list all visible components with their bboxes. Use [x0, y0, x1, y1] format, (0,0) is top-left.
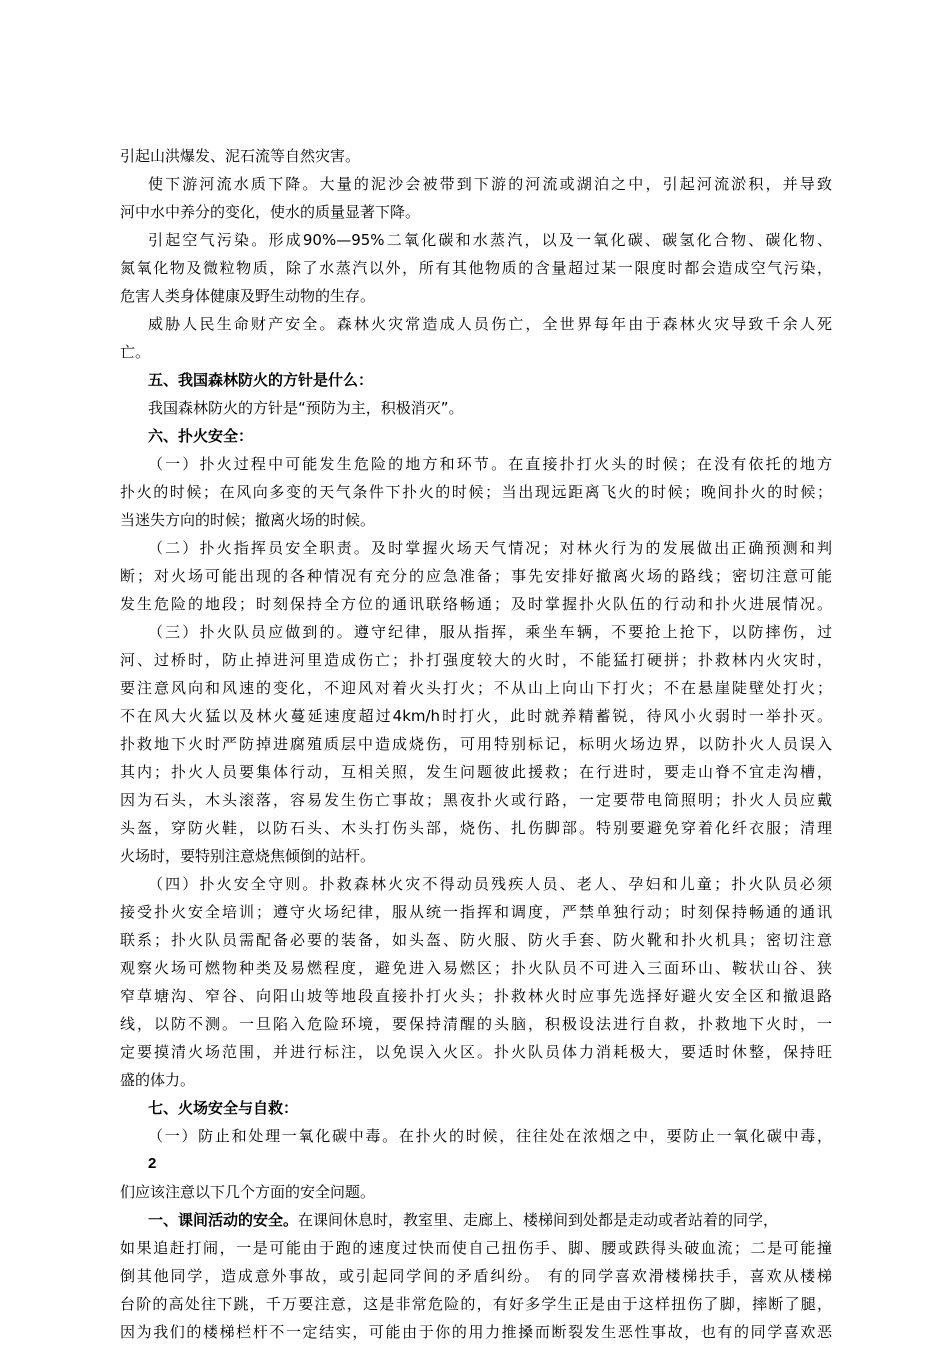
page-number: 2 — [148, 1155, 157, 1172]
text-line: 氮氧化物及微粒物质，除了水蒸汽以外，所有其他物质的含量超过某一限度时都会造成空气污染， — [120, 259, 832, 277]
text-line: 如果追赶打闹，一是可能由于跑的速度过快而使自己扭伤手、脚、腰或跌得头破血流；二是可能撞 — [120, 1239, 832, 1257]
text-line: 引起空气污染。形成90%—95%二氧化碳和水蒸汽，以及一氧化碳、碳氢化合物、碳化物、 — [148, 231, 832, 249]
text-line: 当迷失方向的时候；撤离火场的时候。 — [120, 511, 376, 529]
text-line: 因为石头，木头滚落，容易发生伤亡事故；黑夜扑火或行路，一定要带电筒照明；扑火人员应戴 — [120, 791, 832, 809]
text-line: 河中水中养分的变化，使水的质量显著下降。 — [120, 203, 421, 221]
text-line: 扑火的时候；在风向多变的天气条件下扑火的时候；当出现远距离飞火的时候；晚间扑火的时候； — [120, 483, 832, 501]
text-line: 盛的体力。 — [120, 1071, 196, 1089]
text-line: 接受扑火安全培训；遵守火场纪律，服从统一指挥和调度，严禁单独行动；时刻保持畅通的通讯 — [120, 903, 832, 921]
section-heading: 七、火场安全与自救： — [148, 1099, 299, 1117]
text-line: 火场时，要特别注意烧焦倾倒的站杆。 — [120, 847, 376, 865]
text-line: 要注意风向和风速的变化，不迎风对着火头打火；不从山上向山下打火；不在悬崖陡壁处打火； — [120, 679, 832, 697]
text-line: 发生危险的地段；时刻保持全方位的通讯联络畅通；及时掌握扑火队伍的行动和扑火进展情况。 — [120, 595, 832, 613]
text-line: 窄草塘沟、窄谷、向阳山坡等地段直接扑打火头；扑救林火时应事先选择好避火安全区和撤退路 — [120, 987, 832, 1005]
text-line: 我国森林防火的方针是“预防为主，积极消灭”。 — [148, 399, 464, 417]
text-span: 在课间休息时，教室里、走廊上、楼梯间到处都是走动或者站着的同学， — [298, 1211, 779, 1229]
text-line: 威胁人民生命财产安全。森林火灾常造成人员伤亡，全世界每年由于森林火灾导致千余人死 — [148, 315, 832, 333]
text-line: 观察火场可燃物种类及易燃程度，避免进入易燃区；扑火队员不可进入三面环山、鞍状山谷、狭 — [120, 959, 832, 977]
section-heading: 六、扑火安全： — [148, 427, 254, 445]
text-line: 扑救地下火时严防掉进腐殖质层中造成烧伤，可用特别标记，标明火场边界，以防扑火人员误入 — [120, 735, 832, 753]
text-line: 联系；扑火队员需配备必要的装备，如头盔、防火服、防火手套、防火靴和扑火机具；密切注意 — [120, 931, 832, 949]
text-line: （一）防止和处理一氧化碳中毒。在扑火的时候，往往处在浓烟之中，要防止一氧化碳中毒， — [148, 1127, 832, 1145]
text-line: 定要摸清火场范围，并进行标注，以免误入火区。扑火队员体力消耗极大，要适时休整，保持旺 — [120, 1043, 832, 1061]
text-line: 头盔，穿防火鞋，以防石头、木头打伤头部，烧伤、扎伤脚部。特别要避免穿着化纤衣服；清理 — [120, 819, 832, 837]
text-line: 台阶的高处往下跳，千万要注意，这是非常危险的，有好多学生正是由于这样扭伤了脚，摔断了腿， — [120, 1295, 832, 1313]
text-line: （四）扑火安全守则。扑救森林火灾不得动员残疾人员、老人、孕妇和儿童；扑火队员必须 — [148, 875, 832, 893]
section-heading: 一、课间活动的安全。 — [148, 1211, 299, 1229]
text-line: 因为我们的楼梯栏杆不一定结实，可能由于你的用力推搡而断裂发生恶性事故，也有的同学喜欢恶 — [120, 1323, 832, 1341]
text-line: （三）扑火队员应做到的。遵守纪律，服从指挥，乘坐车辆，不要抢上抢下，以防摔伤，过 — [148, 623, 832, 641]
text-line: 断；对火场可能出现的各种情况有充分的应急准备；事先安排好撤离火场的路线；密切注意可能 — [120, 567, 832, 585]
text-line — [148, 1206, 778, 1234]
text-line: 使下游河流水质下降。大量的泥沙会被带到下游的河流或湖泊之中，引起河流淤积，并导致 — [148, 175, 832, 193]
text-line: 亡。 — [120, 343, 151, 361]
text-line: （二）扑火指挥员安全职责。及时掌握火场天气情况；对林火行为的发展做出正确预测和判 — [148, 539, 832, 557]
text-line: 其内；扑火人员要集体行动，互相关照，发生问题彼此援救；在行进时，要走山脊不宜走沟槽， — [120, 763, 832, 781]
text-line: 们应该注意以下几个方面的安全问题。 — [120, 1183, 376, 1201]
text-line: 引起山洪爆发、泥石流等自然灾害。 — [120, 147, 361, 165]
text-line: 危害人类身体健康及野生动物的生存。 — [120, 287, 376, 305]
text-line: 不在风大火猛以及林火蔓延速度超过4km/h时打火，此时就养精蓄锐，待风小火弱时一举扑灭。 — [120, 707, 832, 725]
text-line: 线，以防不测。一旦陷入危险环境，要保持清醒的头脑，积极设法进行自救，扑救地下火时，一 — [120, 1015, 832, 1033]
text-line: 倒其他同学，造成意外事故，或引起同学间的矛盾纠纷。 有的同学喜欢滑楼梯扶手，喜欢从楼梯 — [120, 1267, 832, 1285]
section-heading: 五、我国森林防火的方针是什么： — [148, 371, 374, 389]
text-line: （一）扑火过程中可能发生危险的地方和环节。在直接扑打火头的时候；在没有依托的地方 — [148, 455, 832, 473]
text-line: 河、过桥时，防止掉进河里造成伤亡；扑打强度较大的火时，不能猛打硬拼；扑救林内火灾时， — [120, 651, 832, 669]
